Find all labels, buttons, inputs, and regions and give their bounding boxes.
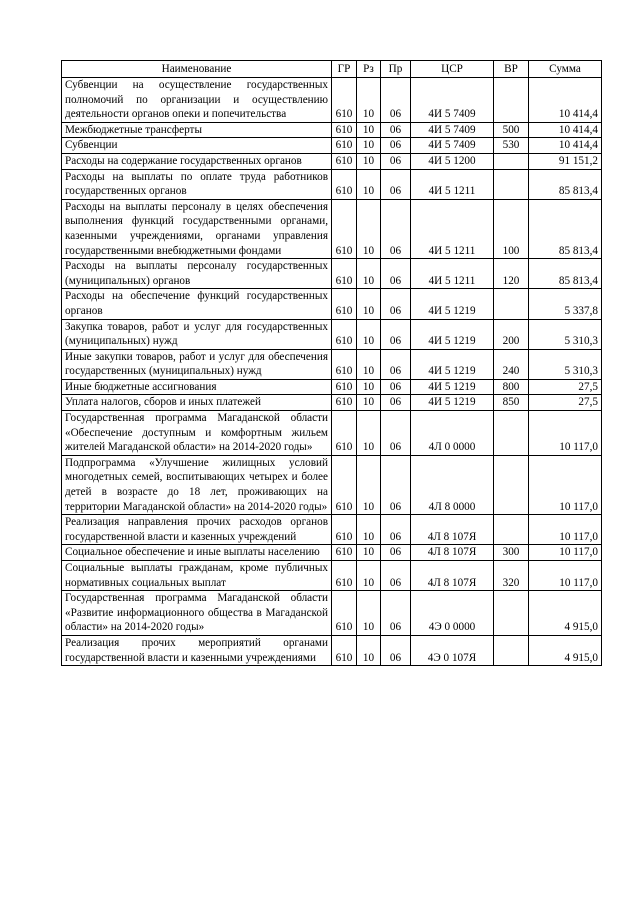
cell-pr: 06 — [381, 122, 411, 138]
table-row — [62, 122, 602, 138]
cell-sum: 85 813,4 — [529, 199, 602, 258]
cell-sum: 4 915,0 — [529, 591, 602, 636]
cell-name: Государственная программа Магаданской области «Обеспечение доступным и комфортным жильем жителей Магаданской области» на 2014-2020 годы» — [62, 411, 332, 456]
table-body — [62, 78, 602, 666]
cell-vr — [494, 411, 529, 456]
cell-csr: 4Л 8 107Я — [411, 545, 494, 561]
table-row — [62, 153, 602, 169]
cell-rz: 10 — [357, 78, 381, 123]
cell-pr: 06 — [381, 395, 411, 411]
cell-name: Социальные выплаты гражданам, кроме публичных нормативных социальных выплат — [62, 561, 332, 591]
cell-gr: 610 — [332, 78, 357, 123]
cell-gr: 610 — [332, 591, 357, 636]
cell-sum: 5 310,3 — [529, 349, 602, 379]
cell-sum: 10 414,4 — [529, 78, 602, 123]
cell-rz: 10 — [357, 169, 381, 199]
cell-pr: 06 — [381, 153, 411, 169]
cell-vr: 530 — [494, 138, 529, 154]
cell-rz: 10 — [357, 591, 381, 636]
table-header-row — [62, 61, 602, 78]
cell-pr: 06 — [381, 169, 411, 199]
cell-pr: 06 — [381, 635, 411, 665]
cell-rz: 10 — [357, 289, 381, 319]
cell-rz: 10 — [357, 395, 381, 411]
cell-rz: 10 — [357, 199, 381, 258]
cell-pr: 06 — [381, 349, 411, 379]
cell-name: Закупка товаров, работ и услуг для государственных (муниципальных) нужд — [62, 319, 332, 349]
cell-csr: 4Э 0 107Я — [411, 635, 494, 665]
cell-name: Уплата налогов, сборов и иных платежей — [62, 395, 332, 411]
cell-vr: 200 — [494, 319, 529, 349]
cell-sum: 5 337,8 — [529, 289, 602, 319]
cell-gr: 610 — [332, 515, 357, 545]
cell-csr: 4И 5 7409 — [411, 78, 494, 123]
header-rz: Рз — [357, 61, 381, 78]
cell-name: Расходы на содержание государственных органов — [62, 153, 332, 169]
cell-pr: 06 — [381, 319, 411, 349]
cell-gr: 610 — [332, 319, 357, 349]
cell-pr: 06 — [381, 591, 411, 636]
cell-rz: 10 — [357, 561, 381, 591]
cell-vr — [494, 455, 529, 514]
table-row — [62, 591, 602, 636]
cell-gr: 610 — [332, 379, 357, 395]
cell-rz: 10 — [357, 349, 381, 379]
cell-rz: 10 — [357, 259, 381, 289]
header-pr: Пр — [381, 61, 411, 78]
cell-name: Расходы на выплаты персоналу в целях обеспечения выполнения функций государственными органами, казенными учреждениями, органами управления государственными внебюджетными фондами — [62, 199, 332, 258]
cell-gr: 610 — [332, 561, 357, 591]
cell-name: Межбюджетные трансферты — [62, 122, 332, 138]
table-row — [62, 395, 602, 411]
cell-pr: 06 — [381, 545, 411, 561]
cell-csr: 4И 5 7409 — [411, 122, 494, 138]
cell-rz: 10 — [357, 635, 381, 665]
cell-rz: 10 — [357, 379, 381, 395]
cell-gr: 610 — [332, 153, 357, 169]
header-name: Наименование — [62, 61, 332, 78]
cell-gr: 610 — [332, 122, 357, 138]
cell-vr — [494, 169, 529, 199]
cell-name: Социальное обеспечение и иные выплаты населению — [62, 545, 332, 561]
cell-csr: 4И 5 7409 — [411, 138, 494, 154]
cell-sum: 91 151,2 — [529, 153, 602, 169]
cell-sum: 10 117,0 — [529, 561, 602, 591]
table-row — [62, 635, 602, 665]
cell-csr: 4И 5 1219 — [411, 289, 494, 319]
cell-vr: 120 — [494, 259, 529, 289]
cell-name: Расходы на обеспечение функций государственных органов — [62, 289, 332, 319]
table-row — [62, 319, 602, 349]
table-row — [62, 455, 602, 514]
cell-gr: 610 — [332, 199, 357, 258]
cell-pr: 06 — [381, 199, 411, 258]
cell-name: Государственная программа Магаданской области «Развитие информационного общества в Магаданской области» на 2014-2020 годы» — [62, 591, 332, 636]
table-row — [62, 289, 602, 319]
cell-rz: 10 — [357, 319, 381, 349]
cell-vr — [494, 289, 529, 319]
cell-sum: 10 117,0 — [529, 411, 602, 456]
cell-gr: 610 — [332, 138, 357, 154]
cell-name: Иные бюджетные ассигнования — [62, 379, 332, 395]
cell-rz: 10 — [357, 122, 381, 138]
cell-csr: 4Э 0 0000 — [411, 591, 494, 636]
cell-name: Расходы на выплаты по оплате труда работников государственных органов — [62, 169, 332, 199]
table-row — [62, 138, 602, 154]
cell-rz: 10 — [357, 545, 381, 561]
cell-csr: 4И 5 1200 — [411, 153, 494, 169]
cell-gr: 610 — [332, 411, 357, 456]
cell-gr: 610 — [332, 395, 357, 411]
cell-csr: 4И 5 1211 — [411, 199, 494, 258]
header-sum: Сумма — [529, 61, 602, 78]
cell-sum: 10 117,0 — [529, 545, 602, 561]
table-row — [62, 379, 602, 395]
cell-name: Реализация прочих мероприятий органами государственной власти и казенными учреждениями — [62, 635, 332, 665]
cell-name: Субвенции на осуществление государственных полномочий по организации и осуществлению деятельности органов опеки и попечительства — [62, 78, 332, 123]
cell-rz: 10 — [357, 411, 381, 456]
cell-csr: 4И 5 1211 — [411, 259, 494, 289]
cell-sum: 10 117,0 — [529, 455, 602, 514]
cell-gr: 610 — [332, 289, 357, 319]
cell-csr: 4Л 0 0000 — [411, 411, 494, 456]
cell-vr — [494, 635, 529, 665]
cell-vr — [494, 78, 529, 123]
cell-name: Расходы на выплаты персоналу государственных (муниципальных) органов — [62, 259, 332, 289]
cell-rz: 10 — [357, 138, 381, 154]
cell-sum: 27,5 — [529, 379, 602, 395]
cell-vr — [494, 591, 529, 636]
cell-csr: 4И 5 1211 — [411, 169, 494, 199]
cell-gr: 610 — [332, 349, 357, 379]
cell-pr: 06 — [381, 259, 411, 289]
table-row — [62, 515, 602, 545]
cell-csr: 4И 5 1219 — [411, 379, 494, 395]
table-row — [62, 78, 602, 123]
cell-vr: 850 — [494, 395, 529, 411]
table-row — [62, 169, 602, 199]
table-row — [62, 349, 602, 379]
cell-csr: 4Л 8 0000 — [411, 455, 494, 514]
cell-csr: 4Л 8 107Я — [411, 561, 494, 591]
cell-pr: 06 — [381, 411, 411, 456]
cell-sum: 10 117,0 — [529, 515, 602, 545]
cell-vr — [494, 153, 529, 169]
cell-vr: 320 — [494, 561, 529, 591]
cell-sum: 10 414,4 — [529, 138, 602, 154]
cell-name: Реализация направления прочих расходов органов государственной власти и казенных учреждений — [62, 515, 332, 545]
cell-gr: 610 — [332, 169, 357, 199]
cell-gr: 610 — [332, 635, 357, 665]
cell-sum: 10 414,4 — [529, 122, 602, 138]
cell-gr: 610 — [332, 259, 357, 289]
cell-sum: 85 813,4 — [529, 259, 602, 289]
cell-name: Иные закупки товаров, работ и услуг для обеспечения государственных (муниципальных) нужд — [62, 349, 332, 379]
cell-pr: 06 — [381, 515, 411, 545]
cell-pr: 06 — [381, 138, 411, 154]
header-csr: ЦСР — [411, 61, 494, 78]
table-row — [62, 259, 602, 289]
cell-vr: 300 — [494, 545, 529, 561]
cell-name: Подпрограмма «Улучшение жилищных условий многодетных семей, воспитывающих четырех и более детей в возрасте до 18 лет, проживающих на территории Магаданской области» на 2014-2020 годы» — [62, 455, 332, 514]
cell-csr: 4И 5 1219 — [411, 395, 494, 411]
cell-pr: 06 — [381, 78, 411, 123]
cell-sum: 5 310,3 — [529, 319, 602, 349]
cell-sum: 85 813,4 — [529, 169, 602, 199]
cell-pr: 06 — [381, 455, 411, 514]
cell-vr: 240 — [494, 349, 529, 379]
budget-table — [61, 60, 602, 666]
cell-pr: 06 — [381, 289, 411, 319]
cell-vr — [494, 515, 529, 545]
cell-sum: 4 915,0 — [529, 635, 602, 665]
cell-csr: 4Л 8 107Я — [411, 515, 494, 545]
table-row — [62, 545, 602, 561]
cell-vr: 500 — [494, 122, 529, 138]
header-vr: ВР — [494, 61, 529, 78]
cell-gr: 610 — [332, 455, 357, 514]
cell-sum: 27,5 — [529, 395, 602, 411]
cell-vr: 100 — [494, 199, 529, 258]
document-page — [61, 60, 601, 666]
cell-gr: 610 — [332, 545, 357, 561]
cell-csr: 4И 5 1219 — [411, 349, 494, 379]
table-row — [62, 199, 602, 258]
cell-rz: 10 — [357, 153, 381, 169]
cell-name: Субвенции — [62, 138, 332, 154]
cell-csr: 4И 5 1219 — [411, 319, 494, 349]
header-gr: ГР — [332, 61, 357, 78]
cell-vr: 800 — [494, 379, 529, 395]
cell-pr: 06 — [381, 561, 411, 591]
table-row — [62, 561, 602, 591]
table-row — [62, 411, 602, 456]
cell-rz: 10 — [357, 455, 381, 514]
cell-rz: 10 — [357, 515, 381, 545]
cell-pr: 06 — [381, 379, 411, 395]
